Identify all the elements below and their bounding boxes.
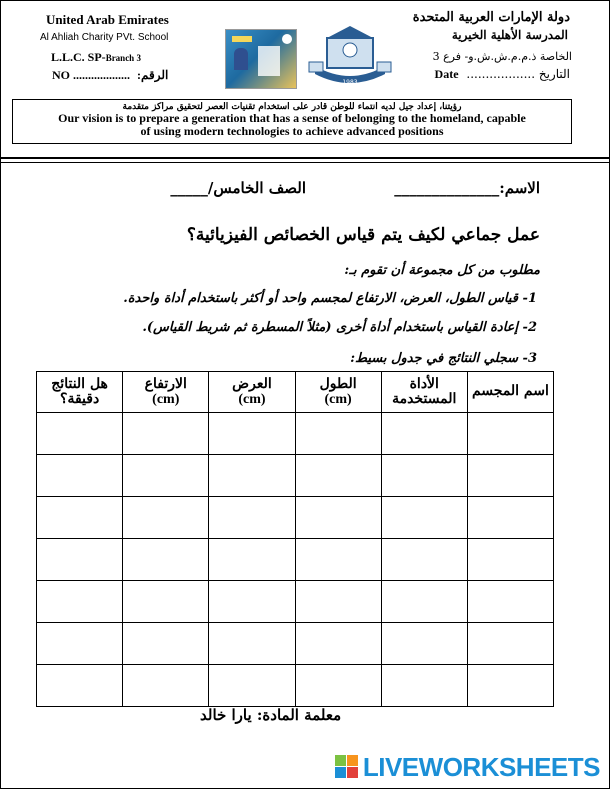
header-accurate: هل النتائج دقيقة؟	[37, 372, 123, 413]
table-row	[37, 665, 554, 707]
table-cell-input[interactable]	[123, 413, 209, 455]
header-school-ar: المدرسة الأهلية الخيرية	[451, 28, 568, 42]
table-cell-input[interactable]	[295, 623, 381, 665]
vision-english: Our vision is to prepare a generation that has a sense of belonging to the homeland, capable of using modern technologies to achieve advanced positions	[58, 111, 526, 138]
table-cell-input[interactable]	[467, 539, 553, 581]
worksheet-title: عمل جماعي لكيف يتم قياس الخصائص الفيزيائية؟	[186, 225, 540, 245]
table-cell-input[interactable]	[381, 581, 467, 623]
table-row	[37, 581, 554, 623]
name-field[interactable]	[394, 179, 540, 197]
table-row	[37, 539, 554, 581]
header-country-en: United Arab Emirates	[46, 12, 169, 27]
table-cell-input[interactable]	[209, 581, 295, 623]
header-no-line	[52, 68, 168, 83]
table-row	[37, 497, 554, 539]
liveworksheets-wordmark: LIVEWORKSHEETS	[362, 751, 600, 782]
table-cell-input[interactable]	[381, 497, 467, 539]
header-rule-thick	[1, 157, 609, 159]
table-cell-input[interactable]	[123, 539, 209, 581]
table-cell-input[interactable]	[37, 623, 123, 665]
no-label-ar: الرقم:	[137, 68, 169, 82]
table-cell-input[interactable]	[37, 539, 123, 581]
table-cell-input[interactable]	[295, 665, 381, 707]
header-width: العرض (cm)	[209, 372, 295, 413]
table-cell-input[interactable]	[467, 497, 553, 539]
table-cell-input[interactable]	[37, 581, 123, 623]
table-cell-input[interactable]	[209, 497, 295, 539]
table-cell-input[interactable]	[381, 413, 467, 455]
step-1: 1- قياس الطول، العرض، الارتفاع لمجسم واحد أو أكثر باستخدام أداة واحدة.	[123, 291, 537, 306]
header-object-name: اسم المجسم	[467, 372, 553, 413]
liveworksheets-logo[interactable]	[335, 753, 600, 781]
table-cell-input[interactable]	[37, 413, 123, 455]
table-row	[37, 455, 554, 497]
table-header-row	[37, 372, 554, 413]
table-cell-input[interactable]	[467, 455, 553, 497]
header-llc	[51, 50, 141, 65]
vision-box	[12, 99, 572, 144]
table-cell-input[interactable]	[123, 623, 209, 665]
header-tool-used: الأداة المستخدمة	[381, 372, 467, 413]
header-height: الارتفاع (cm)	[123, 372, 209, 413]
no-label: NO ...................	[52, 68, 130, 82]
branch-label: Branch 3	[105, 53, 141, 63]
header-branch-ar: الخاصة ذ.م.م.ش.ش.و- فرع 3	[432, 50, 572, 63]
table-cell-input[interactable]	[209, 623, 295, 665]
header-school-en: Al Ahliah Charity PVt. School	[40, 32, 169, 43]
table-cell-input[interactable]	[123, 497, 209, 539]
table-cell-input[interactable]	[467, 665, 553, 707]
logo-caption: 1983	[342, 79, 358, 86]
table-cell-input[interactable]	[295, 413, 381, 455]
name-blank: ______________	[394, 179, 500, 197]
table-cell-input[interactable]	[209, 539, 295, 581]
header-country-ar: دولة الإمارات العربية المتحدة	[412, 10, 570, 25]
table-cell-input[interactable]	[467, 413, 553, 455]
teacher-name: معلمة المادة: يارا خالد	[200, 706, 342, 724]
vision-arabic: رؤيتنا، إعداد جيل لديه انتماء للوطن قادر على استخدام تقنيات العصر لتحقيق مراكز متقدمة	[122, 102, 462, 112]
date-label: Date	[434, 67, 459, 81]
table-cell-input[interactable]	[37, 497, 123, 539]
table-cell-input[interactable]	[295, 455, 381, 497]
liveworksheets-icon	[335, 755, 359, 779]
grade-field[interactable]	[170, 179, 306, 197]
table-cell-input[interactable]	[381, 455, 467, 497]
table-cell-input[interactable]	[295, 497, 381, 539]
table-cell-input[interactable]	[37, 455, 123, 497]
table-cell-input[interactable]	[123, 665, 209, 707]
grade-label: الصف الخامس/	[207, 179, 306, 197]
table-row	[37, 413, 554, 455]
table-cell-input[interactable]	[123, 455, 209, 497]
table-cell-input[interactable]	[209, 455, 295, 497]
step-3: 3- سجلي النتائج في جدول بسيط:	[350, 351, 537, 366]
date-label-ar: التاريخ ..................	[466, 67, 570, 81]
step-2: 2- إعادة القياس باستخدام أداة أخرى (مثلاً المسطرة ثم شريط القياس).	[142, 320, 537, 335]
grade-blank: _____	[170, 179, 208, 197]
table-cell-input[interactable]	[381, 623, 467, 665]
table-cell-input[interactable]	[381, 539, 467, 581]
table-cell-input[interactable]	[295, 581, 381, 623]
table-cell-input[interactable]	[37, 665, 123, 707]
llc-label: L.L.C. SP-	[51, 50, 106, 64]
table-cell-input[interactable]	[295, 539, 381, 581]
table-cell-input[interactable]	[467, 623, 553, 665]
table-cell-input[interactable]	[381, 665, 467, 707]
header-rule-thin	[1, 162, 609, 163]
table-cell-input[interactable]	[123, 581, 209, 623]
results-table	[36, 371, 554, 707]
table-cell-input[interactable]	[209, 413, 295, 455]
table-row	[37, 623, 554, 665]
table-cell-input[interactable]	[467, 581, 553, 623]
book-cover-image	[225, 29, 297, 89]
header-length: الطول (cm)	[295, 372, 381, 413]
name-label: الاسم:	[499, 179, 540, 197]
table-cell-input[interactable]	[209, 665, 295, 707]
header-date-line	[435, 67, 570, 82]
instruction-line: مطلوب من كل مجموعة أن تقوم بـ:	[344, 263, 540, 278]
